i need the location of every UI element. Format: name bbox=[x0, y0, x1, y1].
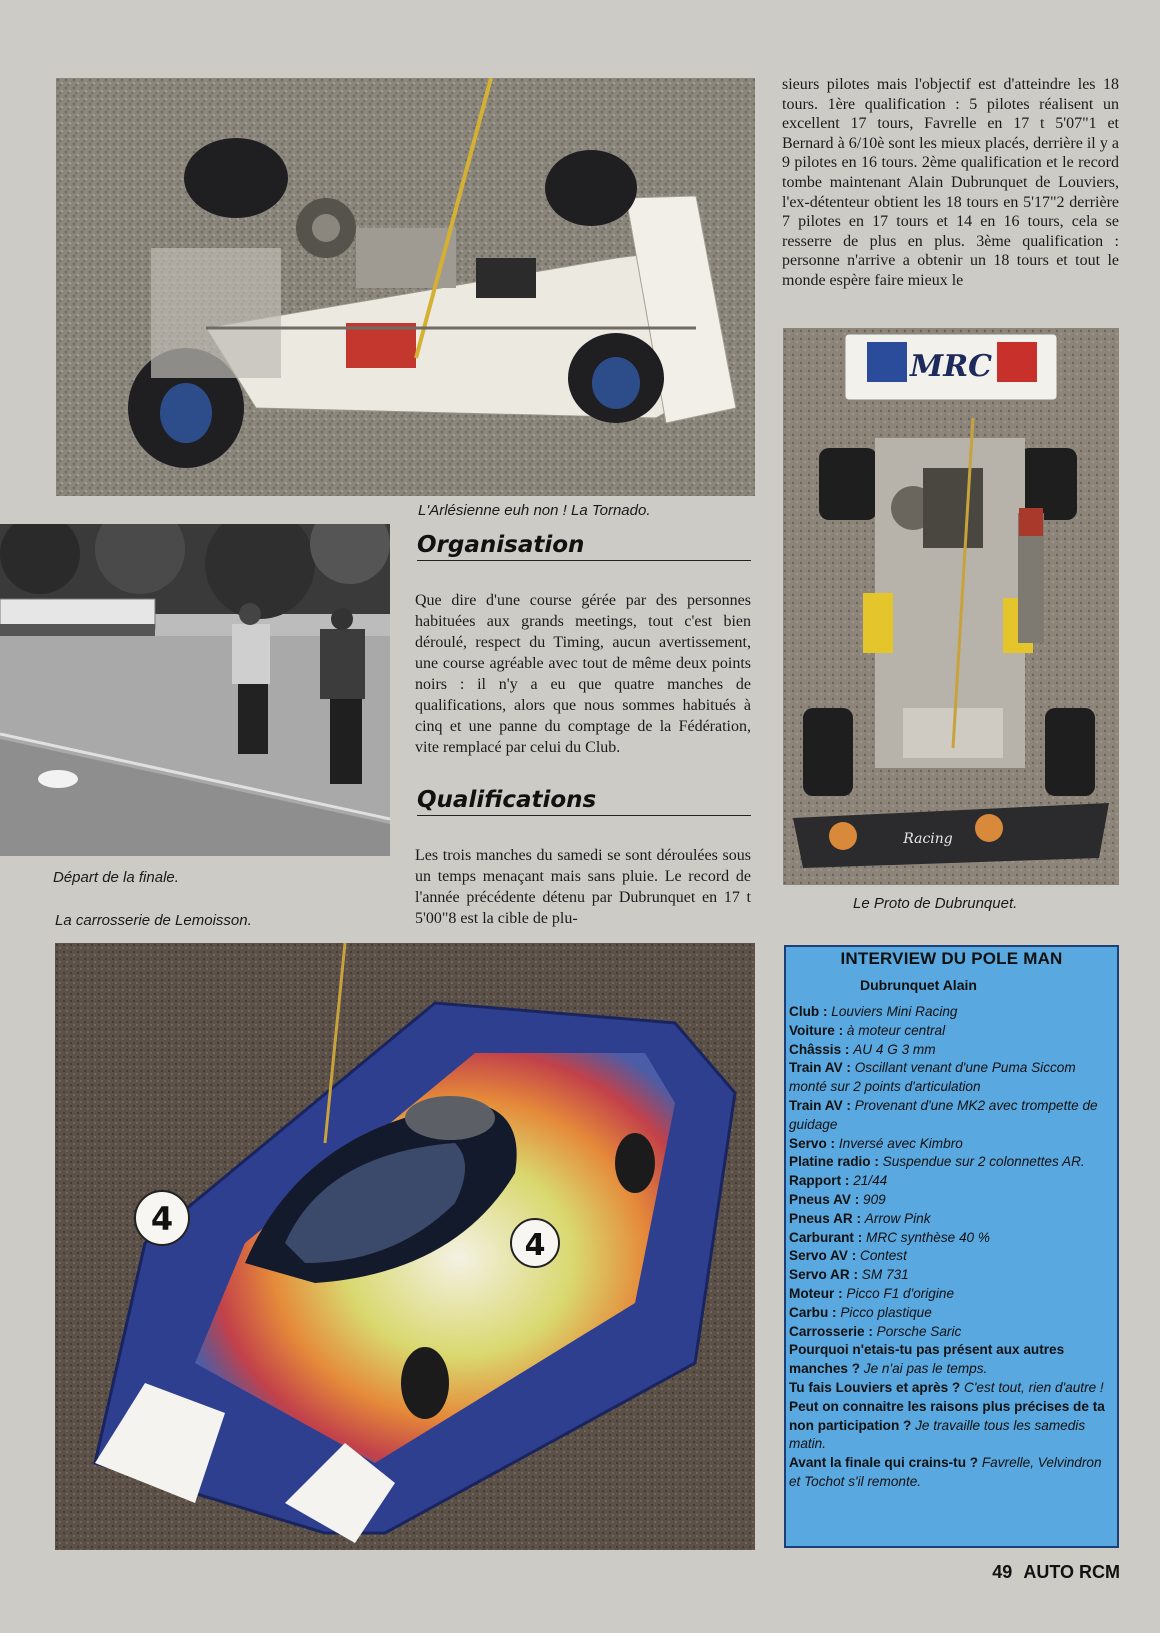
interview-label: Train AV : bbox=[789, 1060, 855, 1076]
interview-value: C'est tout, rien d'autre ! bbox=[964, 1379, 1104, 1395]
interview-row bbox=[786, 1247, 1117, 1266]
start-caption: Départ de la finale. bbox=[53, 869, 179, 886]
interview-label: Servo : bbox=[789, 1135, 839, 1151]
interview-value: MRC synthèse 40 % bbox=[866, 1229, 990, 1245]
interview-row bbox=[786, 1097, 1117, 1135]
top-right-paragraph: sieurs pilotes mais l'objectif est d'atteindre les 18 tours. 1ère qualification : 5 pilotes réalisent un excellent 17 tours, Favrelle en 17 t 5'07"1 et Bernard à 6/10è sont les mieux placés, derrière il y a 9 pilotes en 16 tours. 2ème qualification et le record tombe maintenant Alain Dubrunquet de Louviers, l'ex-détenteur obtient les 18 tours en 5'17"2 derrière 7 pilotes en 17 tours et 14 en 16 tours, cela se resserre de plus en plus. 3ème qualification : personne n'arrive a obtenir un 18 tours et tout le monde espère faire mieux le bbox=[782, 76, 1119, 289]
interview-row bbox=[786, 1022, 1117, 1041]
svg-text:4: 4 bbox=[524, 1228, 546, 1263]
interview-row bbox=[786, 1153, 1117, 1172]
interview-value: Picco F1 d'origine bbox=[846, 1285, 955, 1301]
interview-row bbox=[786, 1304, 1117, 1323]
svg-text:MRC: MRC bbox=[909, 349, 993, 384]
interview-label: Carbu : bbox=[789, 1304, 841, 1320]
proto-photo bbox=[783, 328, 1119, 885]
interview-value: Je travaille tous les samedis matin. bbox=[789, 1417, 1086, 1452]
proto-caption: Le Proto de Dubrunquet. bbox=[853, 895, 1018, 912]
organisation-text bbox=[415, 590, 751, 758]
interview-row bbox=[786, 1341, 1117, 1379]
interview-label: Servo AR : bbox=[789, 1267, 862, 1283]
tornado-photo-art bbox=[56, 78, 755, 496]
interview-label: Peut on connaitre les raisons plus précises de ta non participation ? bbox=[789, 1398, 1105, 1433]
qualifications-text bbox=[415, 845, 751, 929]
interview-label: Train AV : bbox=[789, 1097, 855, 1113]
interview-value: Je n'ai pas le temps. bbox=[863, 1361, 988, 1377]
interview-value: Picco plastique bbox=[840, 1304, 932, 1320]
interview-row bbox=[786, 1191, 1117, 1210]
interview-label: Voiture : bbox=[789, 1022, 847, 1038]
interview-row bbox=[786, 1003, 1117, 1022]
interview-row bbox=[786, 1041, 1117, 1060]
interview-label: Carburant : bbox=[789, 1229, 867, 1245]
interview-name: Dubrunquet Alain bbox=[860, 977, 977, 993]
interview-value: Louviers Mini Racing bbox=[831, 1004, 958, 1019]
interview-row bbox=[786, 1454, 1117, 1492]
interview-label: Avant la finale qui crains-tu ? bbox=[789, 1455, 982, 1471]
page-footer bbox=[992, 1562, 1120, 1583]
tornado-caption: L'Arlésienne euh non ! La Tornado. bbox=[418, 502, 651, 519]
interview-row bbox=[786, 1059, 1117, 1097]
interview-row bbox=[786, 1135, 1117, 1154]
body-photo bbox=[55, 943, 755, 1550]
interview-list bbox=[786, 1003, 1117, 1492]
interview-label: Platine radio : bbox=[789, 1154, 883, 1170]
page-number: 49 bbox=[992, 1562, 1013, 1582]
interview-row bbox=[786, 1229, 1117, 1248]
organisation-paragraph: Que dire d'une course gérée par des personnes habituées aux grands meetings, tout c'est bien déroulé, respect du Timing, aucun avertissement, une course agréable avec tout de même deux points noirs : il n'y a eu que quatre manches de qualifications, alors que nous sommes habitués à cinq et une panne du comptage de la Fédération, vite remplacé par celui du Club. bbox=[415, 592, 751, 756]
interview-row bbox=[786, 1266, 1117, 1285]
top-right-text bbox=[782, 75, 1119, 291]
body-caption: La carrosserie de Lemoisson. bbox=[55, 912, 252, 929]
interview-label: Pneus AR : bbox=[789, 1210, 865, 1226]
interview-label: Rapport : bbox=[789, 1173, 854, 1189]
qualifications-paragraph: Les trois manches du samedi se sont déroulées sous un temps menaçant mais sans pluie. Le record de l'année précédente détenu par Dubrunquet en 17 t 5'00"8 est la cible de plu- bbox=[415, 847, 751, 927]
interview-value: 909 bbox=[863, 1191, 886, 1207]
interview-row bbox=[786, 1210, 1117, 1229]
interview-row bbox=[786, 1323, 1117, 1342]
interview-label: Club : bbox=[789, 1004, 832, 1019]
start-photo-art bbox=[0, 524, 390, 856]
interview-label: Tu fais Louviers et après ? bbox=[789, 1379, 965, 1395]
interview-label: Carrosserie : bbox=[789, 1323, 877, 1339]
interview-row bbox=[786, 1285, 1117, 1304]
interview-value: Arrow Pink bbox=[864, 1210, 931, 1226]
interview-label: Servo AV : bbox=[789, 1248, 861, 1264]
organisation-heading: Organisation bbox=[417, 532, 751, 561]
interview-label: Pourquoi n'etais-tu pas présent aux autres manches ? bbox=[789, 1342, 1065, 1377]
interview-value: 21/44 bbox=[853, 1173, 888, 1189]
interview-value: Oscillant venant d'une Puma Siccom monté sur 2 points d'articulation bbox=[789, 1060, 1076, 1095]
interview-value: Provenant d'une MK2 avec trompette de guidage bbox=[789, 1097, 1098, 1132]
interview-title: INTERVIEW DU POLE MAN bbox=[840, 949, 1063, 968]
interview-value: à moteur central bbox=[846, 1022, 946, 1038]
interview-box bbox=[784, 945, 1119, 1548]
interview-value: Suspendue sur 2 colonnettes AR. bbox=[882, 1154, 1085, 1170]
proto-photo-art bbox=[783, 328, 1119, 885]
interview-value: Favrelle, Velvindron et Tochot s'il remonte. bbox=[789, 1455, 1102, 1489]
body-photo-art bbox=[55, 943, 755, 1550]
interview-value: SM 731 bbox=[861, 1267, 909, 1283]
interview-row bbox=[786, 1398, 1117, 1454]
svg-text:4: 4 bbox=[150, 1200, 174, 1238]
interview-value: Inversé avec Kimbro bbox=[838, 1135, 963, 1151]
magazine-name: AUTO RCM bbox=[1023, 1562, 1120, 1582]
start-photo bbox=[0, 524, 390, 856]
tornado-photo bbox=[56, 78, 755, 496]
interview-row bbox=[786, 1379, 1117, 1398]
interview-label: Pneus AV : bbox=[789, 1191, 864, 1207]
interview-label: Moteur : bbox=[789, 1285, 847, 1301]
interview-value: Porsche Saric bbox=[876, 1323, 962, 1339]
qualifications-heading: Qualifications bbox=[417, 787, 751, 816]
interview-row bbox=[786, 1172, 1117, 1191]
interview-value: Contest bbox=[860, 1248, 907, 1264]
interview-value: AU 4 G 3 mm bbox=[853, 1041, 936, 1057]
svg-text:Racing: Racing bbox=[903, 831, 953, 847]
interview-label: Châssis : bbox=[789, 1041, 854, 1057]
